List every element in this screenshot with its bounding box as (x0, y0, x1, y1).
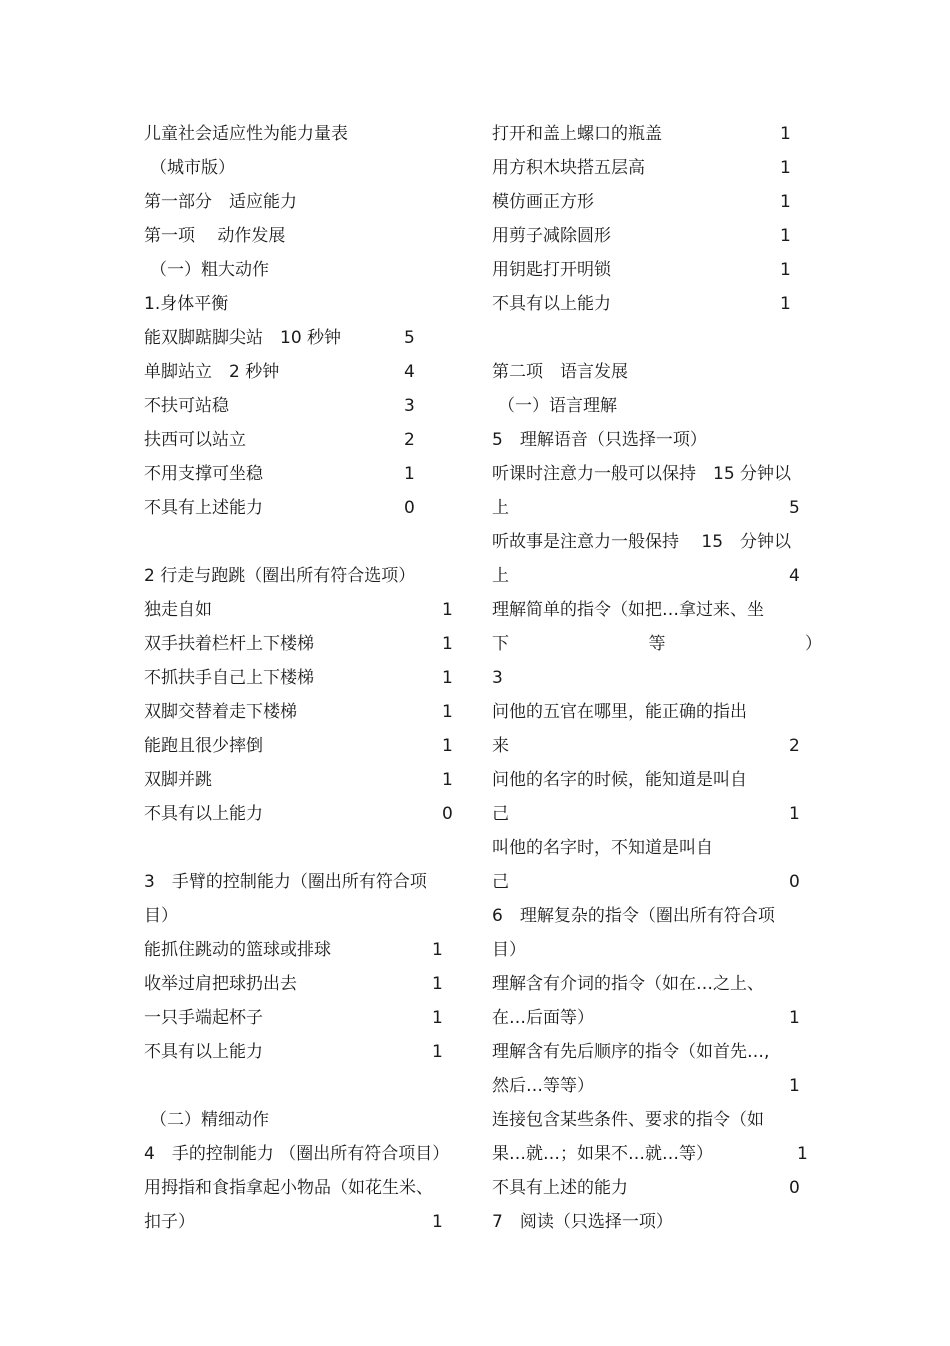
text-line (492, 457, 822, 491)
item-score: 1 (432, 1008, 443, 1028)
item-score: 2 (404, 430, 415, 450)
text-line (492, 389, 822, 423)
text-line (144, 321, 464, 355)
item-text: 2 行走与跑跳（圈出所有符合选项） (144, 566, 416, 586)
text-line (144, 1137, 464, 1171)
text-line (492, 525, 822, 559)
line-fragment: 等 (648, 634, 666, 654)
text-line (144, 1171, 464, 1205)
text-line (144, 1001, 464, 1035)
item-text: 收举过肩把球扔出去 (144, 974, 297, 994)
item-score: 1 (432, 940, 443, 960)
text-line (492, 967, 822, 1001)
item-score: 1 (442, 600, 453, 620)
text-line (492, 1137, 822, 1171)
item-score: 5 (404, 328, 415, 348)
item-score: 0 (404, 498, 415, 518)
text-line (492, 117, 822, 151)
item-score: 1 (404, 464, 415, 484)
item-text: 不具有上述能力 (144, 498, 263, 518)
item-text: 然后…等等） (492, 1076, 594, 1096)
item-text: 5 理解语音（只选择一项） (492, 430, 707, 450)
item-score: 1 (780, 124, 791, 144)
item-score: 1 (789, 1076, 800, 1096)
text-line (492, 865, 822, 899)
item-text: 理解含有先后顺序的指令（如首先…, (492, 1042, 770, 1062)
text-line (144, 389, 464, 423)
text-line (144, 1205, 464, 1239)
text-line (492, 831, 822, 865)
item-text: 问他的名字的时候，能知道是叫自 (492, 770, 747, 790)
text-line (144, 661, 464, 695)
item-text: 不抓扶手自己上下楼梯 (144, 668, 314, 688)
item-text: 第一部分 适应能力 (144, 192, 297, 212)
item-score: 3 (404, 396, 415, 416)
item-text: 理解含有介词的指令（如在…之上、 (492, 974, 764, 994)
item-text: 目） (144, 906, 178, 926)
item-score: 0 (442, 804, 453, 824)
text-line (144, 287, 464, 321)
text-line (492, 933, 822, 967)
item-text: 己 (492, 872, 509, 892)
item-text: 理解简单的指令（如把…拿过来、坐 (492, 600, 764, 620)
text-line (492, 695, 822, 729)
text-line (144, 967, 464, 1001)
text-line (492, 627, 822, 661)
blank-line (492, 321, 822, 355)
text-line (492, 151, 822, 185)
text-line (492, 491, 822, 525)
item-text: （一）粗大动作 (150, 260, 269, 280)
line-fragment: ） (805, 634, 822, 654)
item-score: 1 (432, 1042, 443, 1062)
text-line (144, 593, 464, 627)
item-text: 模仿画正方形 (492, 192, 594, 212)
item-text: 能双脚踮脚尖站 10 秒钟 (144, 328, 342, 348)
item-score: 1 (789, 1008, 800, 1028)
item-text: 在…后面等） (492, 1008, 594, 1028)
text-line (492, 1171, 822, 1205)
item-text: （二）精细动作 (150, 1110, 269, 1130)
text-line (144, 695, 464, 729)
item-score: 1 (442, 770, 453, 790)
text-line (492, 1035, 822, 1069)
item-score: 1 (442, 702, 453, 722)
blank-line (144, 525, 464, 559)
item-text: 听课时注意力一般可以保持 15 分钟以 (492, 464, 792, 484)
item-score: 1 (432, 974, 443, 994)
item-text: 扶西可以站立 (144, 430, 246, 450)
item-text: 扣子） (144, 1212, 195, 1232)
item-score: 1 (789, 804, 800, 824)
item-text: 打开和盖上螺口的瓶盖 (492, 124, 662, 144)
text-line (144, 491, 464, 525)
item-text: 叫他的名字时，不知道是叫自 (492, 838, 713, 858)
item-text: 第一项 动作发展 (144, 226, 286, 246)
text-line (144, 253, 464, 287)
item-text: 不扶可站稳 (144, 396, 229, 416)
item-text: 能抓住跳动的篮球或排球 (144, 940, 331, 960)
item-text: 用方积木块搭五层高 (492, 158, 645, 178)
item-text: 能跑且很少摔倒 (144, 736, 263, 756)
text-line (144, 797, 464, 831)
item-score: 1 (432, 1212, 443, 1232)
text-line (144, 729, 464, 763)
text-line (492, 185, 822, 219)
item-text: 3 (492, 668, 503, 688)
text-line (144, 423, 464, 457)
item-text: 独走自如 (144, 600, 212, 620)
item-text: 双脚交替着走下楼梯 (144, 702, 297, 722)
text-line (144, 219, 464, 253)
item-text: 双手扶着栏杆上下楼梯 (144, 634, 314, 654)
item-score: 4 (404, 362, 415, 382)
text-line (144, 117, 464, 151)
line-fragment: 下 (492, 634, 509, 654)
text-line (144, 865, 464, 899)
item-text: 用拇指和食指拿起小物品（如花生米、 (144, 1178, 433, 1198)
right-column (492, 117, 822, 1239)
item-score: 2 (789, 736, 800, 756)
item-score: 1 (442, 634, 453, 654)
item-text: （一）语言理解 (498, 396, 617, 416)
text-line (492, 1069, 822, 1103)
text-line (492, 423, 822, 457)
item-text: 上 (492, 498, 509, 518)
text-line (492, 899, 822, 933)
item-text: 不具有以上能力 (144, 804, 263, 824)
text-line (492, 593, 822, 627)
text-line (144, 355, 464, 389)
text-line (492, 287, 822, 321)
item-text: 第二项 语言发展 (492, 362, 628, 382)
item-text: 双脚并跳 (144, 770, 212, 790)
blank-line (144, 831, 464, 865)
item-score: 0 (789, 1178, 800, 1198)
item-text: 不具有以上能力 (492, 294, 611, 314)
item-text: 不用支撑可坐稳 (144, 464, 263, 484)
text-line (144, 185, 464, 219)
text-line (144, 627, 464, 661)
item-score: 5 (789, 498, 800, 518)
item-score: 0 (789, 872, 800, 892)
item-score: 1 (780, 158, 791, 178)
item-score: 1 (780, 294, 791, 314)
text-line (144, 933, 464, 967)
text-line (144, 1035, 464, 1069)
text-line (492, 253, 822, 287)
item-text: 目） (492, 940, 526, 960)
item-text: 1.身体平衡 (144, 294, 229, 314)
item-text: （城市版） (150, 158, 235, 178)
item-score: 4 (789, 566, 800, 586)
item-text: 己 (492, 804, 509, 824)
item-text: 6 理解复杂的指令（圈出所有符合项 (492, 906, 775, 926)
item-text: 果…就…；如果不…就…等） (492, 1144, 713, 1164)
text-line (492, 1103, 822, 1137)
text-line (492, 729, 822, 763)
item-text: 不具有上述的能力 (492, 1178, 628, 1198)
text-line (492, 1205, 822, 1239)
text-line (492, 797, 822, 831)
blank-line (144, 1069, 464, 1103)
item-score: 1 (442, 736, 453, 756)
text-line (492, 559, 822, 593)
text-line (492, 1001, 822, 1035)
item-text: 用剪子减除圆形 (492, 226, 611, 246)
left-column (144, 117, 464, 1239)
text-line (144, 457, 464, 491)
text-line (144, 899, 464, 933)
text-line (492, 219, 822, 253)
item-score: 1 (780, 260, 791, 280)
item-score: 1 (442, 668, 453, 688)
item-score: 1 (797, 1144, 808, 1164)
item-text: 听故事是注意力一般保持 15 分钟以 (492, 532, 792, 552)
item-text: 问他的五官在哪里，能正确的指出 (492, 702, 747, 722)
item-text: 7 阅读（只选择一项） (492, 1212, 673, 1232)
item-text: 3 手臂的控制能力（圈出所有符合项 (144, 872, 427, 892)
item-score: 1 (780, 192, 791, 212)
item-text: 4 手的控制能力 （圈出所有符合项目） (144, 1144, 450, 1164)
item-text: 儿童社会适应性为能力量表 (144, 124, 348, 144)
item-text: 不具有以上能力 (144, 1042, 263, 1062)
text-line (144, 559, 464, 593)
item-text: 单脚站立 2 秒钟 (144, 362, 280, 382)
text-line (492, 355, 822, 389)
item-text: 连接包含某些条件、要求的指令（如 (492, 1110, 764, 1130)
text-line (492, 661, 822, 695)
item-text: 上 (492, 566, 509, 586)
text-line (144, 1103, 464, 1137)
item-text: 用钥匙打开明锁 (492, 260, 611, 280)
item-text: 一只手端起杯子 (144, 1008, 263, 1028)
item-text: 来 (492, 736, 509, 756)
text-line (492, 763, 822, 797)
text-line (144, 151, 464, 185)
text-line (144, 763, 464, 797)
item-score: 1 (780, 226, 791, 246)
